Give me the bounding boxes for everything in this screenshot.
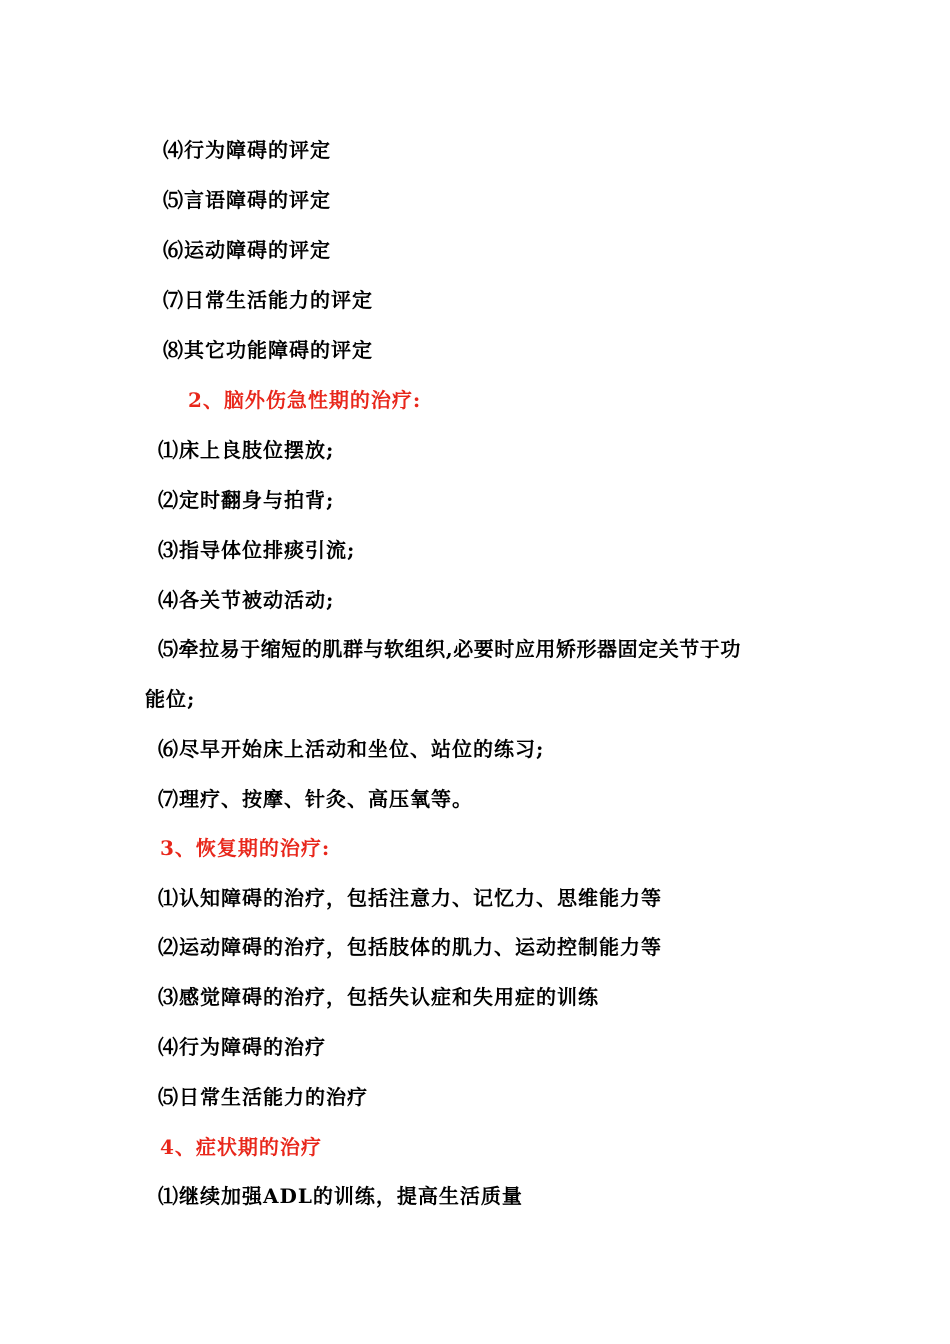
acute-item-3: ⑶指导体位排痰引流; <box>158 538 356 562</box>
item-8-other-assessment: ⑻其它功能障碍的评定 <box>163 338 373 362</box>
acute-item-5: ⑸牵拉易于缩短的肌群与软组织,必要时应用矫形器固定关节于功 <box>158 637 741 661</box>
recovery-item-3: ⑶感觉障碍的治疗，包括失认症和失用症的训练 <box>158 985 599 1009</box>
acute-item-1: ⑴床上良肢位摆放; <box>158 438 335 462</box>
recovery-item-2: ⑵运动障碍的治疗，包括肢体的肌力、运动控制能力等 <box>158 935 662 959</box>
acute-item-4: ⑷各关节被动活动; <box>158 588 335 612</box>
section-heading-symptom-phase: 4、症状期的治疗 <box>160 1135 322 1159</box>
item-5-speech-assessment: ⑸言语障碍的评定 <box>163 188 331 212</box>
section-heading-recovery-phase: 3、恢复期的治疗: <box>160 836 331 860</box>
recovery-item-1: ⑴认知障碍的治疗，包括注意力、记忆力、思维能力等 <box>158 886 662 910</box>
item-4-behavior-assessment: ⑷行为障碍的评定 <box>163 138 331 162</box>
acute-item-7: ⑺理疗、按摩、针灸、高压氧等。 <box>158 787 473 811</box>
section-heading-acute-phase: 2、脑外伤急性期的治疗: <box>188 388 422 412</box>
item-7-adl-assessment: ⑺日常生活能力的评定 <box>163 288 373 312</box>
symptom-item-1: ⑴继续加强ADL的训练，提高生活质量 <box>158 1184 523 1208</box>
recovery-item-4: ⑷行为障碍的治疗 <box>158 1035 326 1059</box>
item-6-motor-assessment: ⑹运动障碍的评定 <box>163 238 331 262</box>
acute-item-2: ⑵定时翻身与拍背; <box>158 488 335 512</box>
acute-item-6: ⑹尽早开始床上活动和坐位、站位的练习; <box>158 737 545 761</box>
recovery-item-5: ⑸日常生活能力的治疗 <box>158 1085 368 1109</box>
acute-item-5-continuation: 能位; <box>145 687 196 711</box>
